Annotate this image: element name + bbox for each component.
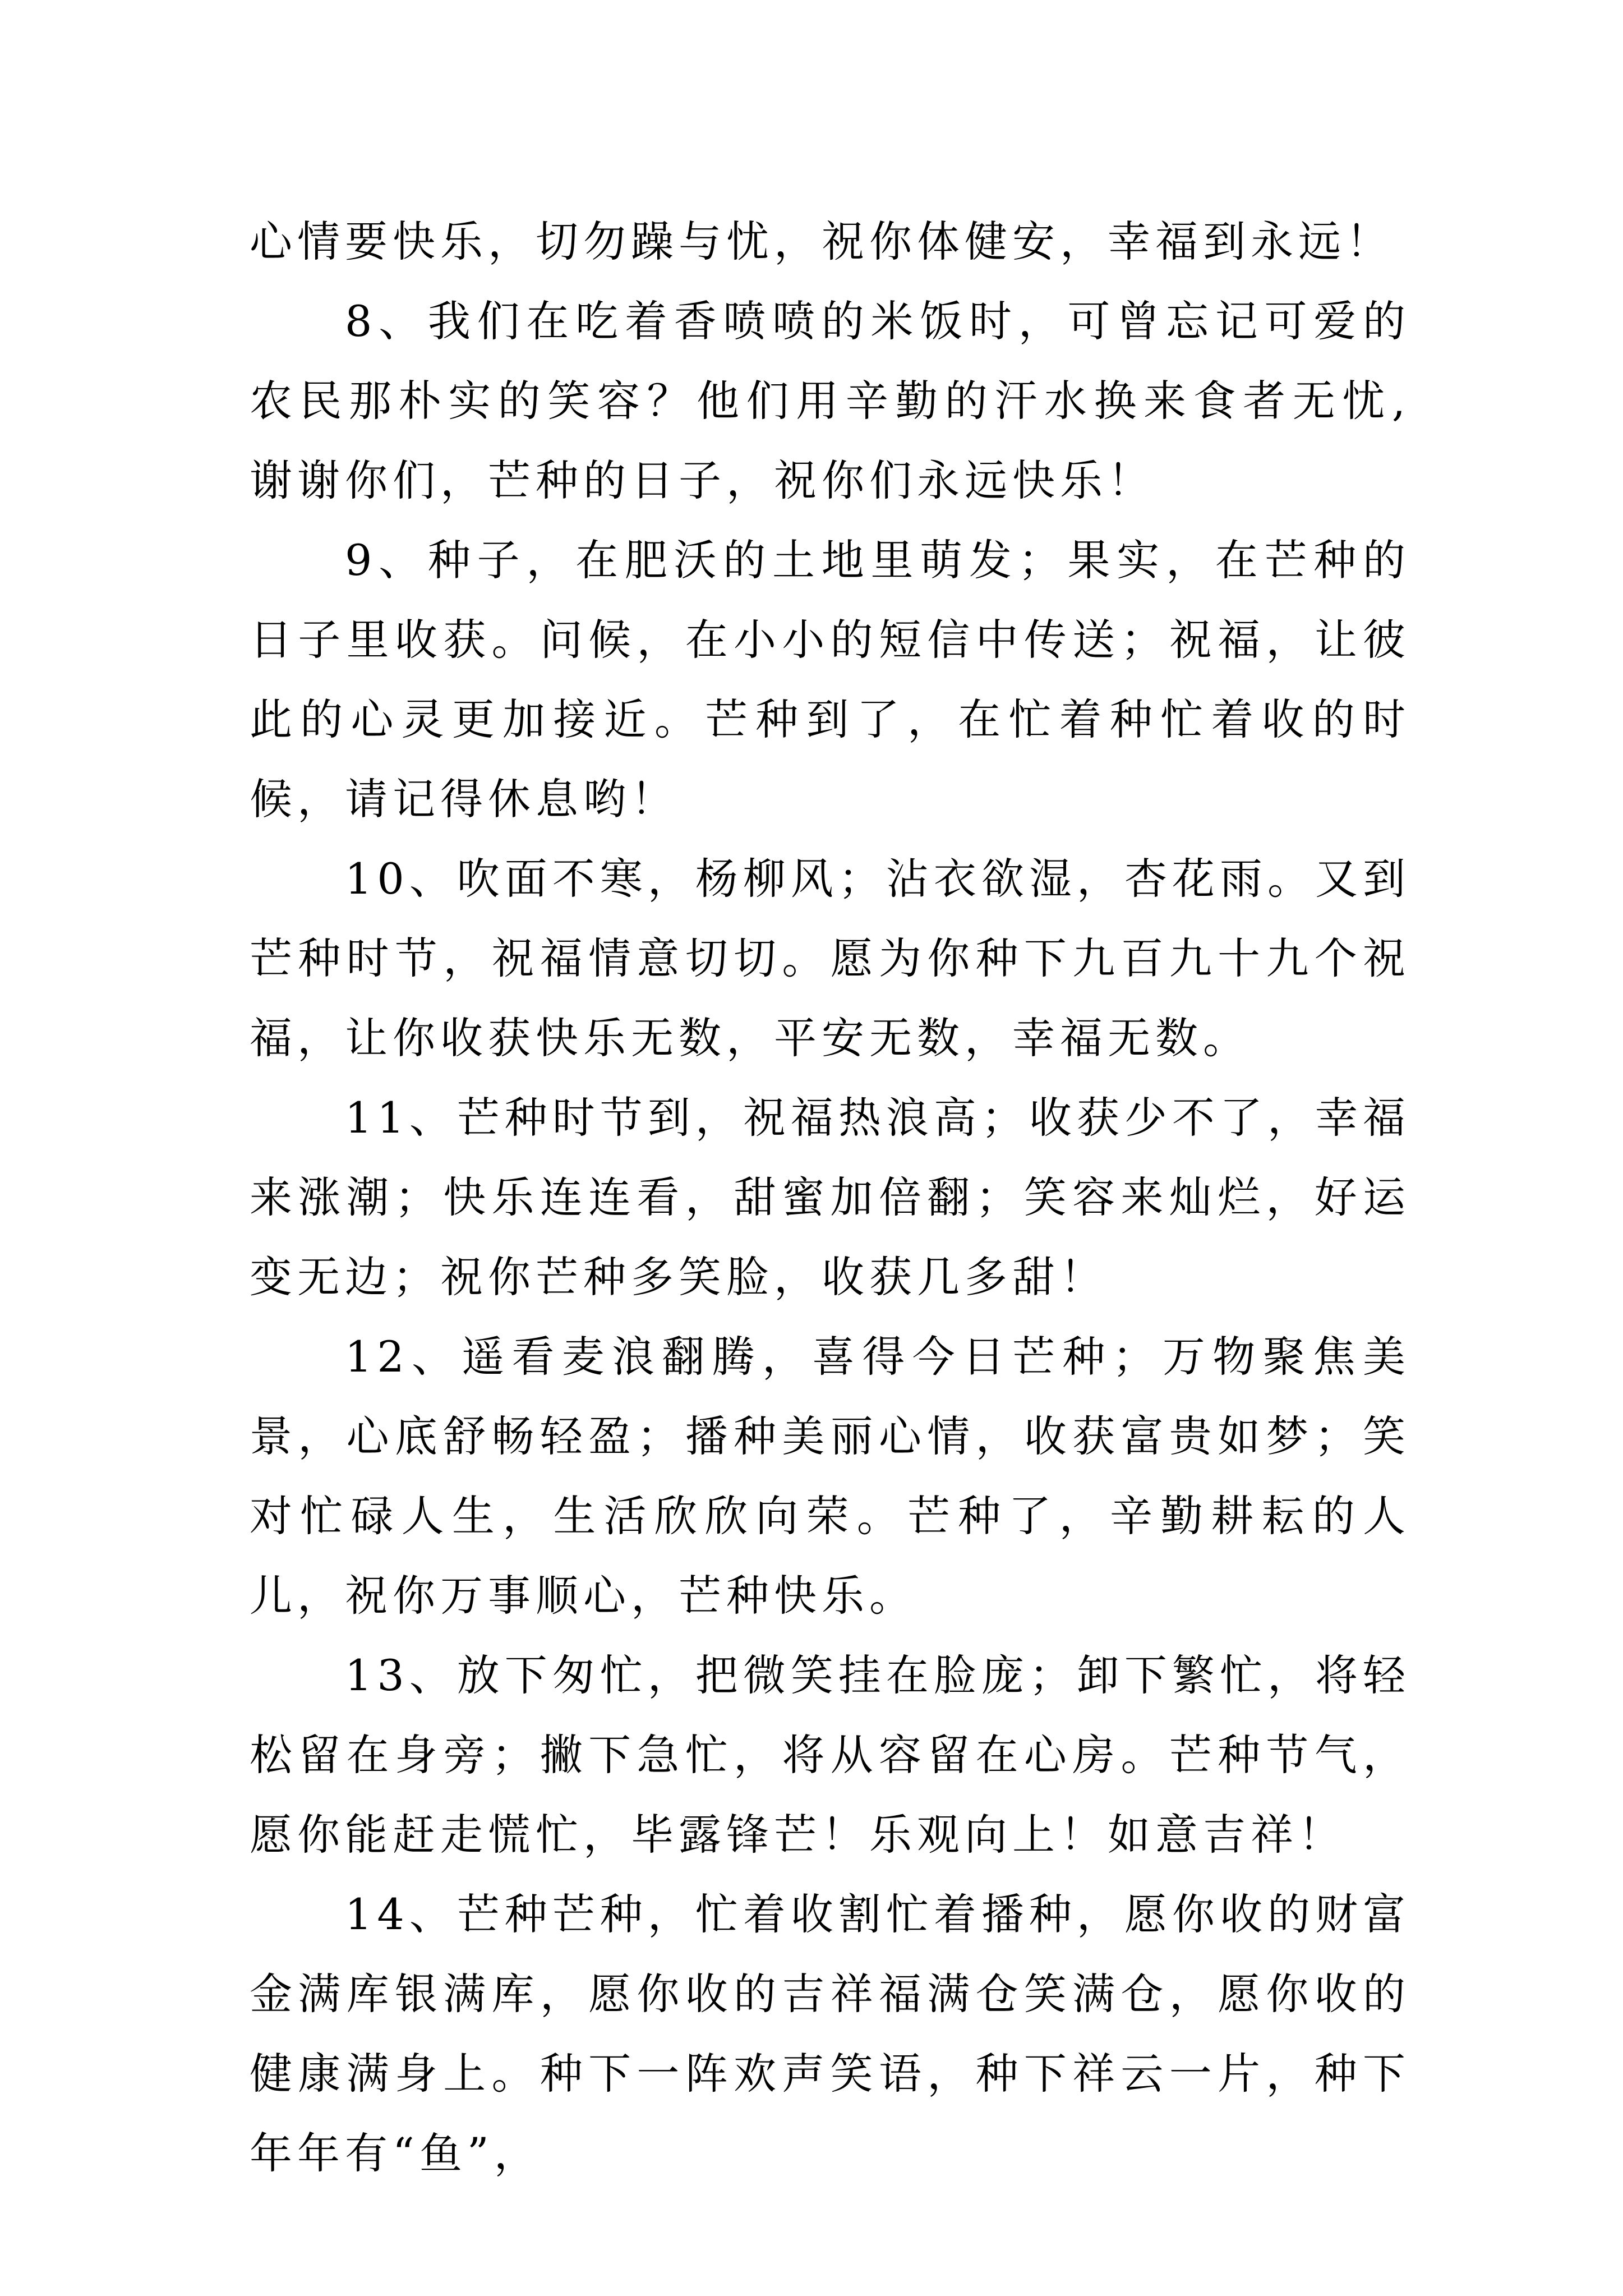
paragraph-12: 12、遥看麦浪翻腾，喜得今日芒种；万物聚焦美景，心底舒畅轻盈；播种美丽心情，收获富贵如梦；笑对忙碌人生，生活欣欣向荣。芒种了，辛勤耕耘的人儿，祝你万事顺心，芒种快乐。 [250,1332,1410,1621]
paragraph-14: 14、芒种芒种，忙着收割忙着播种，愿你收的财富金满库银满库，愿你收的吉祥福满仓笑满仓，愿你收的健康满身上。种下一阵欢声笑语，种下祥云一片，种下年年有“鱼”， [250,1889,1410,2178]
paragraph-13: 13、放下匆忙，把微笑挂在脸庞；卸下繁忙，将轻松留在身旁；撇下急忙，将从容留在心房。芒种节气，愿你能赶走慌忙，毕露锋芒！乐观向上！如意吉祥！ [250,1650,1410,1860]
paragraph-8: 8、我们在吃着香喷喷的米饭时，可曾忘记可爱的农民那朴实的笑容？他们用辛勤的汗水换来食者无忧,谢谢你们，芒种的日子，祝你们永远快乐！ [250,296,1410,505]
paragraph-10: 10、吹面不寒，杨柳风；沾衣欲湿，杏花雨。又到芒种时节，祝福情意切切。愿为你种下九百九十九个祝福，让你收获快乐无数，平安无数，幸福无数。 [250,854,1410,1063]
document-body [250,202,1410,2193]
paragraph-continuation: 心情要快乐，切勿躁与忧，祝你体健安，幸福到永远！ [250,217,1394,266]
paragraph-9: 9、种子，在肥沃的土地里萌发；果实，在芒种的日子里收获。问候，在小小的短信中传送；祝福，让彼此的心灵更加接近。芒种到了，在忙着种忙着收的时候，请记得休息哟！ [250,535,1410,824]
paragraph-11: 11、芒种时节到，祝福热浪高；收获少不了，幸福来涨潮；快乐连连看，甜蜜加倍翻；笑容来灿烂，好运变无边；祝你芒种多笑脸，收获几多甜！ [250,1093,1410,1302]
